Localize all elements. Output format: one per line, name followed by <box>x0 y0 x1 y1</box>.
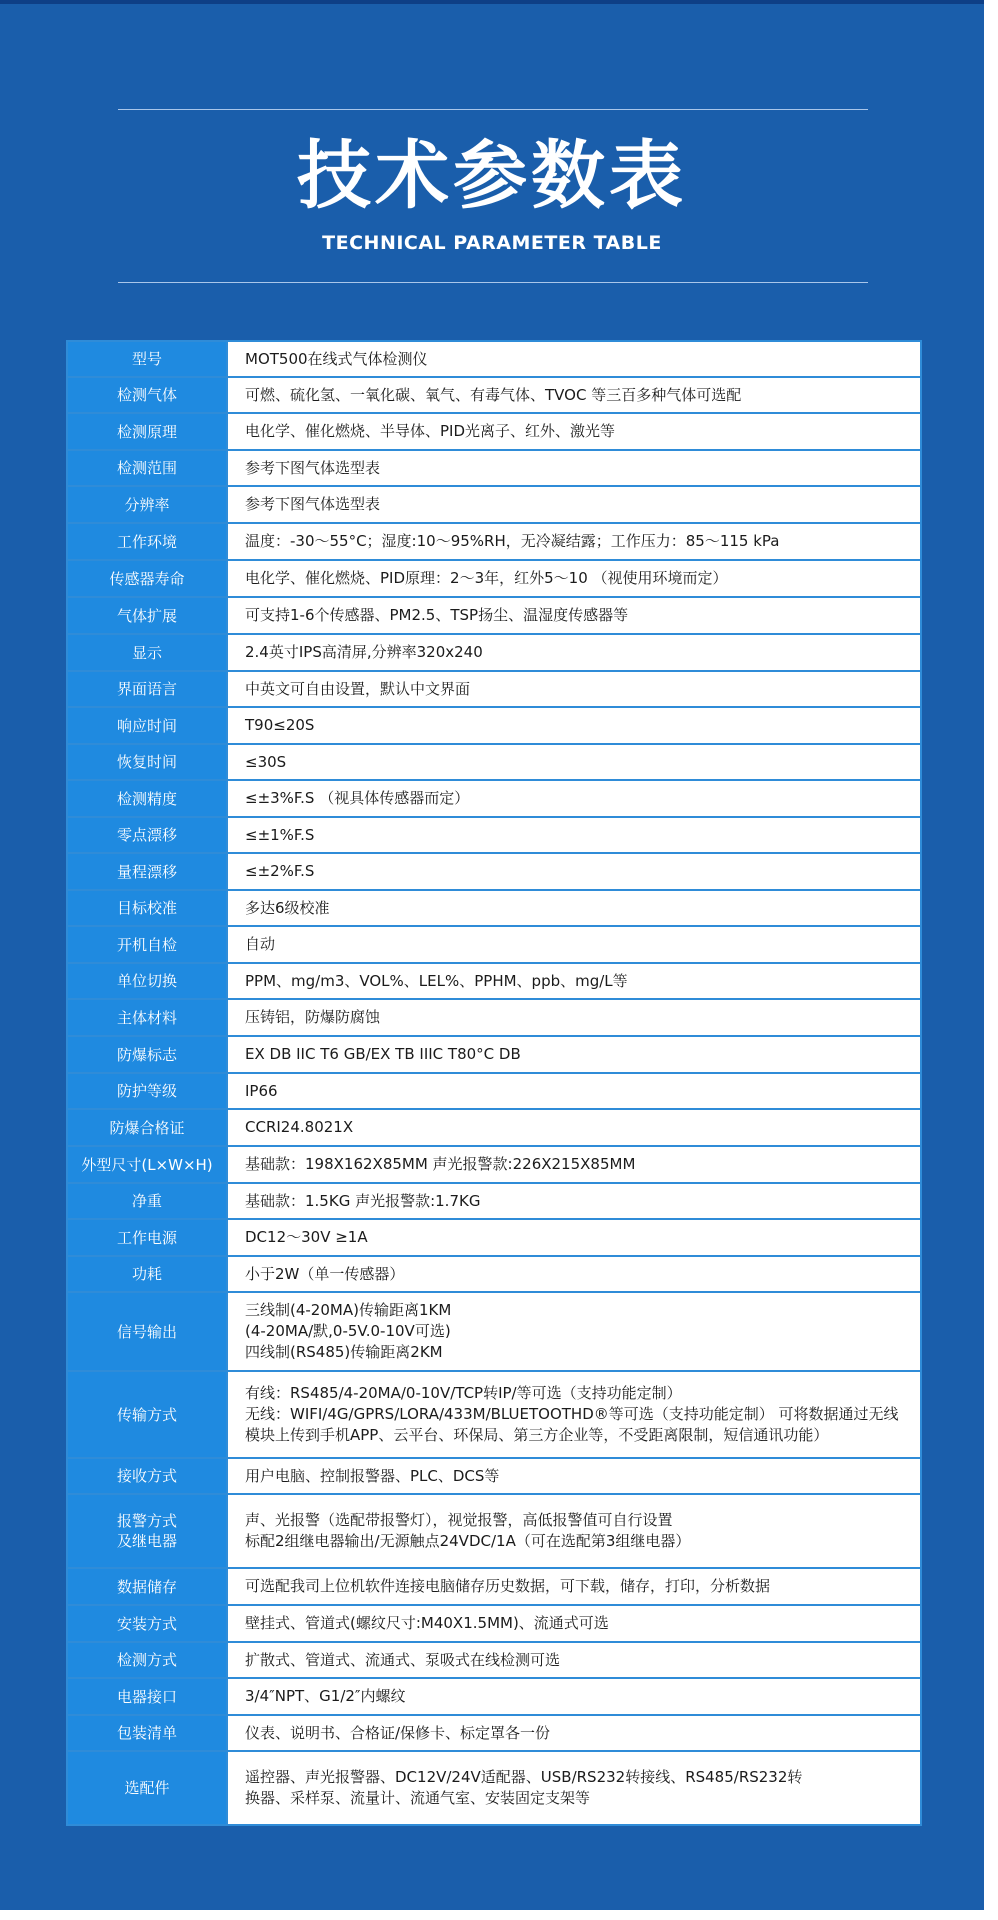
table-row <box>67 377 921 413</box>
parameter-value-text: 遥控器、声光报警器、DC12V/24V适配器、USB/RS232转接线、RS485/RS232转 <box>245 1768 803 1786</box>
parameter-value-text: 2.4英寸IPS高清屏,分辨率320x240 <box>245 643 483 661</box>
parameter-value-text: 四线制(RS485)传输距离2KM <box>245 1343 443 1361</box>
table-row <box>67 1109 921 1146</box>
parameter-label <box>67 1256 227 1292</box>
table-row <box>67 1146 921 1183</box>
parameter-label-text: 电器接口 <box>116 1687 177 1706</box>
parameter-value <box>227 377 921 413</box>
parameter-value <box>227 853 921 890</box>
table-row <box>67 999 921 1036</box>
parameter-label <box>67 853 227 890</box>
parameter-value-text: 有线：RS485/4-20MA/0-10V/TCP转IP/等可选（支持功能定制） <box>245 1384 682 1402</box>
table-row <box>67 1494 921 1568</box>
parameter-label-text: 外型尺寸(L×W×H) <box>81 1155 213 1174</box>
parameter-label-text: 安装方式 <box>116 1614 177 1633</box>
parameter-label <box>67 1678 227 1715</box>
parameter-label <box>67 450 227 486</box>
parameter-value <box>227 1678 921 1715</box>
parameter-value <box>227 1371 921 1458</box>
parameter-value <box>227 1458 921 1494</box>
table-row <box>67 450 921 486</box>
table-row <box>67 1605 921 1642</box>
parameter-label-text: 及继电器 <box>116 1532 177 1550</box>
parameter-label-text: 信号输出 <box>116 1322 177 1341</box>
parameter-value <box>227 1292 921 1371</box>
parameter-label-text: 型号 <box>131 350 162 368</box>
parameter-label-text: 量程漂移 <box>116 862 177 881</box>
parameter-label-text: 检测范围 <box>116 459 177 477</box>
parameter-value <box>227 341 921 377</box>
parameter-label-text: 界面语言 <box>116 680 177 698</box>
parameter-label-text: 包装清单 <box>116 1724 177 1742</box>
parameter-label-text: 主体材料 <box>116 1008 177 1027</box>
parameter-value-text: 小于2W（单一传感器） <box>245 1264 405 1283</box>
parameter-label-text: 工作电源 <box>116 1228 177 1247</box>
parameter-value-text: 参考下图气体选型表 <box>245 458 381 477</box>
parameter-value-text: 可选配我司上位机软件连接电脑储存历史数据，可下载，储存，打印，分析数据 <box>245 1577 771 1595</box>
table-row <box>67 341 921 377</box>
parameter-value <box>227 486 921 523</box>
parameter-label <box>67 1073 227 1109</box>
parameter-label-text: 功耗 <box>131 1265 162 1283</box>
parameter-value-text: 声、光报警（选配带报警灯），视觉报警，高低报警值可自行设置 <box>245 1511 673 1529</box>
parameter-value <box>227 890 921 926</box>
table-row <box>67 486 921 523</box>
table-row <box>67 1219 921 1256</box>
parameter-label <box>67 1458 227 1494</box>
parameter-label <box>67 780 227 817</box>
parameter-label <box>67 341 227 377</box>
parameter-value-text: 参考下图气体选型表 <box>245 495 381 513</box>
parameter-label-text: 检测精度 <box>116 789 177 808</box>
parameter-label <box>67 890 227 926</box>
table-row <box>67 780 921 817</box>
parameter-label-text: 目标校准 <box>116 899 177 917</box>
parameter-value <box>227 523 921 560</box>
parameter-label <box>67 1109 227 1146</box>
parameter-value-text: 扩散式、管道式、流通式、泵吸式在线检测可选 <box>245 1650 561 1669</box>
parameter-label <box>67 560 227 597</box>
parameter-label-text: 分辨率 <box>124 495 170 514</box>
parameter-label-text: 检测气体 <box>116 386 177 404</box>
parameter-label-text: 防爆标志 <box>116 1045 177 1064</box>
parameter-value-text: 电化学、催化燃烧、半导体、PID光离子、红外、激光等 <box>245 422 616 440</box>
parameter-value-text: ≤30S <box>245 752 287 771</box>
parameter-value-text: 温度：-30～55°C；湿度:10～95%RH，无冷凝结露；工作压力：85～115 kPa <box>245 532 780 550</box>
parameter-label-text: 工作环境 <box>116 532 177 551</box>
table-row <box>67 963 921 999</box>
parameter-label <box>67 1146 227 1183</box>
parameter-label-text: 开机自检 <box>116 935 177 954</box>
parameter-value-text: 仪表、说明书、合格证/保修卡、标定罩各一份 <box>245 1723 551 1742</box>
parameter-label-text: 气体扩展 <box>116 606 177 625</box>
parameter-value <box>227 1256 921 1292</box>
parameter-value <box>227 1183 921 1219</box>
table-row <box>67 1751 921 1825</box>
parameter-label <box>67 1605 227 1642</box>
parameter-label-text: 防护等级 <box>116 1082 177 1100</box>
parameter-label-text: 净重 <box>131 1192 162 1210</box>
parameter-value <box>227 597 921 634</box>
parameter-label-text: 传感器寿命 <box>109 569 185 588</box>
parameter-value-text: DC12～30V ≥1A <box>245 1228 368 1246</box>
parameter-label-text: 选配件 <box>124 1779 170 1797</box>
parameter-label <box>67 1568 227 1605</box>
parameter-label <box>67 486 227 523</box>
parameter-value-text: 可支持1-6个传感器、PM2.5、TSP扬尘、温湿度传感器等 <box>245 606 629 624</box>
parameter-value <box>227 413 921 450</box>
table-row <box>67 1458 921 1494</box>
table-row <box>67 817 921 853</box>
parameter-label <box>67 1183 227 1219</box>
bottom-divider <box>118 282 868 283</box>
parameter-value <box>227 963 921 999</box>
parameter-value <box>227 450 921 486</box>
parameter-value-text: 无线：WIFI/4G/GPRS/LORA/433M/BLUETOOTHD®等可选（支持功能定制） 可将数据通过无线 <box>245 1405 899 1423</box>
table-row <box>67 1715 921 1751</box>
table-row <box>67 1073 921 1109</box>
table-row <box>67 744 921 780</box>
parameter-value-text: 电化学、催化燃烧、PID原理：2～3年，红外5～10 （视使用环境而定） <box>245 569 728 587</box>
parameter-label-text: 零点漂移 <box>116 826 177 844</box>
parameter-label-text: 传输方式 <box>116 1405 177 1424</box>
parameter-value-text: PPM、mg/m3、VOL%、LEL%、PPHM、ppb、mg/L等 <box>245 971 628 990</box>
table-row <box>67 1183 921 1219</box>
parameter-value-text: 压铸铝，防爆防腐蚀 <box>245 1008 381 1026</box>
parameter-value-text: 壁挂式、管道式(螺纹尺寸:M40X1.5MM)、流通式可选 <box>245 1614 609 1632</box>
parameter-value <box>227 744 921 780</box>
parameter-label <box>67 963 227 999</box>
parameter-value-text: 标配2组继电器输出/无源触点24VDC/1A（可在选配第3组继电器） <box>245 1532 691 1550</box>
parameter-label <box>67 1219 227 1256</box>
parameter-label-text: 单位切换 <box>116 972 177 990</box>
table-row <box>67 1678 921 1715</box>
parameter-label <box>67 1371 227 1458</box>
table-row <box>67 853 921 890</box>
parameter-label-text: 检测原理 <box>116 422 177 441</box>
parameter-value-text: (4-20MA/默,0-5V.0-10V可选) <box>245 1322 451 1340</box>
parameter-value <box>227 1109 921 1146</box>
parameter-value-text: ≤±3%F.S （视具体传感器而定） <box>245 789 470 807</box>
parameter-value-text: T90≤20S <box>245 716 315 734</box>
parameter-table <box>66 340 922 1826</box>
parameter-value <box>227 707 921 744</box>
parameter-label <box>67 1715 227 1751</box>
table-row <box>67 634 921 671</box>
parameter-label <box>67 817 227 853</box>
table-row <box>67 1568 921 1605</box>
parameter-value <box>227 1494 921 1568</box>
page-subtitle: TECHNICAL PARAMETER TABLE <box>322 232 662 254</box>
parameter-value-text: 模块上传到手机APP、云平台、环保局、第三方企业等，不受距离限制，短信通讯功能） <box>245 1426 829 1444</box>
parameter-value-text: 可燃、硫化氢、一氧化碳、氧气、有毒气体、TVOC 等三百多种气体可选配 <box>245 385 742 404</box>
table-row <box>67 890 921 926</box>
parameter-label <box>67 926 227 963</box>
parameter-label <box>67 1751 227 1825</box>
table-row <box>67 597 921 634</box>
parameter-label <box>67 634 227 671</box>
table-row <box>67 413 921 450</box>
parameter-value <box>227 1751 921 1825</box>
parameter-label <box>67 1292 227 1371</box>
parameter-value <box>227 926 921 963</box>
parameter-value-text: MOT500在线式气体检测仪 <box>245 349 428 368</box>
table-row <box>67 523 921 560</box>
parameter-value <box>227 560 921 597</box>
parameter-value <box>227 1568 921 1605</box>
parameter-value <box>227 1605 921 1642</box>
parameter-label <box>67 1494 227 1568</box>
parameter-value-text: ≤±2%F.S <box>245 862 315 880</box>
parameter-value-text: EX DB IIC T6 GB/EX TB IIIC T80°C DB <box>245 1045 521 1063</box>
top-divider <box>118 109 868 110</box>
parameter-value <box>227 1146 921 1183</box>
parameter-value <box>227 1642 921 1678</box>
parameter-value-text: 换器、采样泵、流量计、流通气室、安装固定支架等 <box>245 1789 591 1807</box>
parameter-label <box>67 523 227 560</box>
parameter-label <box>67 999 227 1036</box>
page-title: 技术参数表 <box>297 133 687 219</box>
parameter-value-text: 用户电脑、控制报警器、PLC、DCS等 <box>245 1466 500 1485</box>
table-row <box>67 1036 921 1073</box>
parameter-value <box>227 780 921 817</box>
table-row <box>67 1642 921 1678</box>
parameter-label-text: 报警方式 <box>116 1512 177 1530</box>
parameter-label-text: 接收方式 <box>116 1467 177 1485</box>
table-row <box>67 671 921 707</box>
parameter-label-text: 恢复时间 <box>116 753 177 771</box>
parameter-value-text: 基础款：198X162X85MM 声光报警款:226X215X85MM <box>245 1155 636 1173</box>
parameter-value-text: ≤±1%F.S <box>245 825 315 844</box>
parameter-label <box>67 1036 227 1073</box>
parameter-label <box>67 671 227 707</box>
parameter-value-text: CCRI24.8021X <box>245 1118 354 1136</box>
parameter-label <box>67 413 227 450</box>
table-row <box>67 1371 921 1458</box>
parameter-label-text: 数据储存 <box>116 1577 177 1596</box>
parameter-label-text: 检测方式 <box>116 1651 177 1669</box>
parameter-value-text: 3/4″NPT、G1/2″内螺纹 <box>245 1687 406 1705</box>
parameter-value-text: 中英文可自由设置，默认中文界面 <box>245 679 471 698</box>
parameter-value <box>227 1036 921 1073</box>
table-row <box>67 707 921 744</box>
parameter-value <box>227 1715 921 1751</box>
parameter-label-text: 防爆合格证 <box>109 1118 185 1137</box>
parameter-value <box>227 634 921 671</box>
parameter-value <box>227 1219 921 1256</box>
top-strip <box>0 0 984 4</box>
parameter-label <box>67 377 227 413</box>
parameter-value <box>227 671 921 707</box>
table-row <box>67 1292 921 1371</box>
parameter-table-body <box>67 341 921 1825</box>
parameter-label <box>67 597 227 634</box>
table-row <box>67 560 921 597</box>
parameter-label <box>67 744 227 780</box>
parameter-value-text: IP66 <box>245 1081 278 1100</box>
table-row <box>67 1256 921 1292</box>
table-row <box>67 926 921 963</box>
parameter-value-text: 三线制(4-20MA)传输距离1KM <box>245 1301 452 1319</box>
parameter-value-text: 自动 <box>245 935 276 953</box>
parameter-value <box>227 817 921 853</box>
parameter-value-text: 基础款：1.5KG 声光报警款:1.7KG <box>245 1191 481 1210</box>
parameter-label <box>67 1642 227 1678</box>
parameter-label-text: 显示 <box>131 643 162 662</box>
parameter-value <box>227 1073 921 1109</box>
parameter-label <box>67 707 227 744</box>
parameter-value <box>227 999 921 1036</box>
parameter-value-text: 多达6级校准 <box>245 898 330 917</box>
parameter-label-text: 响应时间 <box>116 716 177 735</box>
